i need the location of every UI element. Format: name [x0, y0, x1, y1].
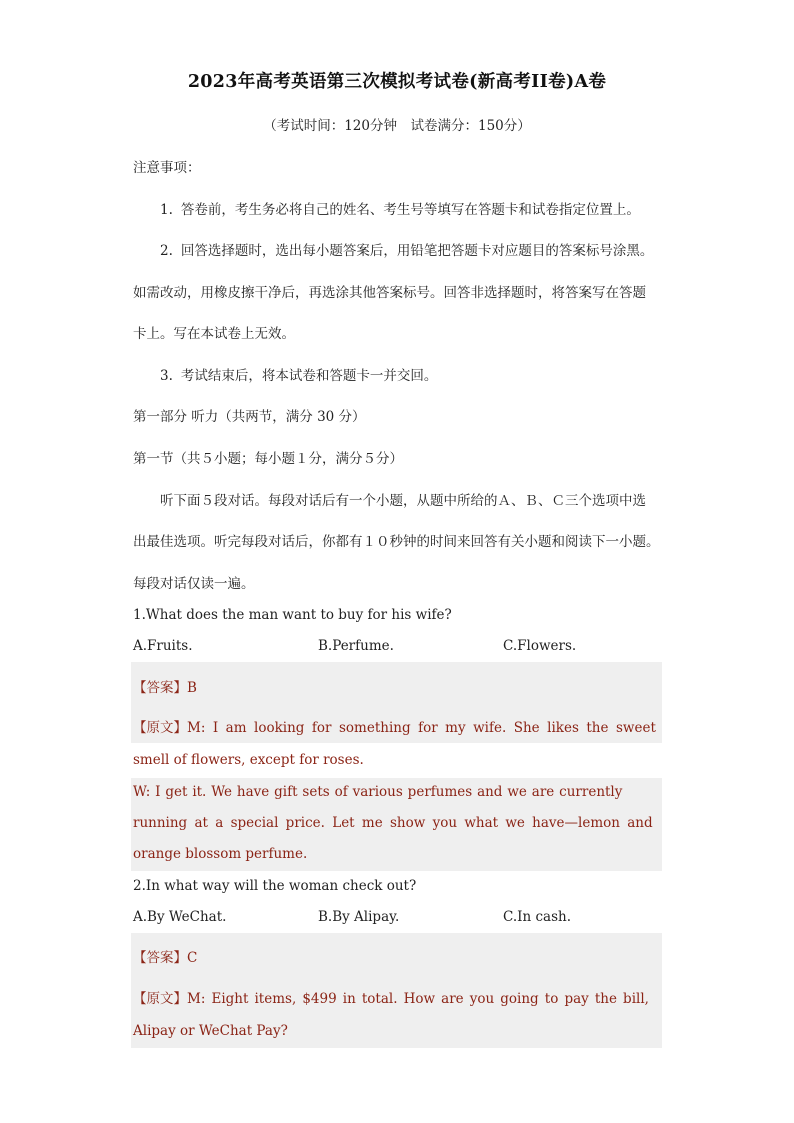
page-title: 2023年高考英语第三次模拟考试卷(新高考II卷)A卷 — [187, 72, 607, 92]
script-text: M: I am looking for something for my wife. She likes the sweet — [187, 720, 656, 736]
answer-line — [133, 946, 197, 966]
exam-info: （考试时间：120分钟 试卷满分：150分） — [263, 118, 531, 134]
answer-label: 【答案】 — [133, 680, 187, 696]
option-b: B.Perfume. — [318, 638, 394, 654]
notice-item-text: 答卷前，考生务必将自己的姓名、考生号等填写在答题卡和试卷指定位置上。 — [180, 202, 640, 218]
question-1: 1.What does the man want to buy for his wife? — [133, 607, 452, 623]
instructions: 出最佳选项。听完每段对话后，你都有１０秒钟的时间来回答有关小题和阅读下一小题。 — [133, 534, 660, 550]
notice-item-text: 考试结束后，将本试卷和答题卡一并交回。 — [180, 368, 438, 384]
script-text: M: Eight items, $499 in total. How are you going to pay the bill, — [187, 991, 649, 1007]
notice-heading: 注意事项： — [133, 160, 201, 176]
notice-item-2-cont: 如需改动，用橡皮擦干净后，再选涂其他答案标号。回答非选择题时，将答案写在答题 — [133, 285, 646, 301]
script-line — [133, 987, 649, 1007]
option-c: C.In cash. — [503, 909, 571, 925]
option-a: A.Fruits. — [133, 638, 193, 654]
answer-value: B — [187, 680, 197, 696]
script-line: smell of flowers, except for roses. — [133, 752, 364, 768]
instructions: 听下面５段对话。每段对话后有一个小题，从题中所给的Ａ、Ｂ、Ｃ三个选项中选 — [160, 493, 646, 509]
script-line: W: I get it. We have gift sets of various perfumes and we are currently — [133, 784, 623, 800]
answer-label: 【答案】 — [133, 950, 187, 966]
notice-item-2 — [160, 239, 653, 259]
part-heading: 第一部分 听力（共两节，满分 30 分） — [133, 409, 366, 425]
option-a: A.By WeChat. — [133, 909, 227, 925]
notice-item-number: 1. — [160, 202, 173, 218]
section-heading: 第一节（共５小题；每小题１分，满分５分） — [133, 451, 403, 467]
notice-item-number: 3. — [160, 368, 173, 384]
answer-line — [133, 676, 197, 696]
notice-item-1 — [160, 198, 640, 218]
script-line: running at a special price. Let me show you what we have—lemon and — [133, 815, 653, 831]
script-line: Alipay or WeChat Pay? — [133, 1023, 288, 1039]
script-line: orange blossom perfume. — [133, 846, 308, 862]
notice-item-3 — [160, 364, 437, 384]
notice-item-number: 2. — [160, 243, 173, 259]
script-line — [133, 716, 656, 736]
option-c: C.Flowers. — [503, 638, 577, 654]
option-b: B.By Alipay. — [318, 909, 400, 925]
notice-item-2-cont: 卡上。写在本试卷上无效。 — [133, 326, 295, 342]
answer-value: C — [187, 950, 198, 966]
instructions: 每段对话仅读一遍。 — [133, 576, 255, 592]
notice-item-text: 回答选择题时，选出每小题答案后，用铅笔把答题卡对应题目的答案标号涂黑。 — [180, 243, 654, 259]
script-label: 【原文】 — [133, 991, 187, 1007]
question-2: 2.In what way will the woman check out? — [133, 878, 417, 894]
script-label: 【原文】 — [133, 720, 187, 736]
